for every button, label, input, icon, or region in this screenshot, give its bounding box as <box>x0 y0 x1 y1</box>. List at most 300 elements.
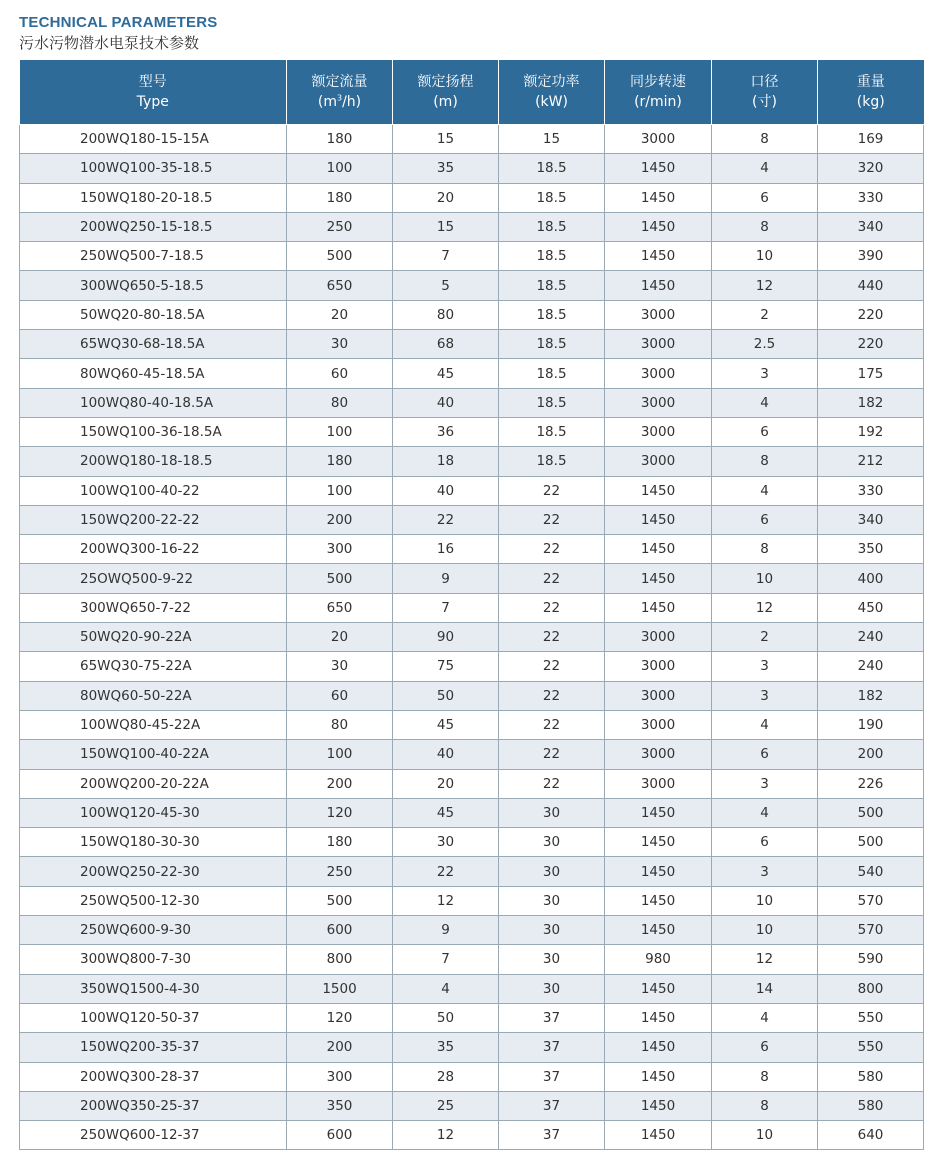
cell-head: 4 <box>393 974 499 1003</box>
cell-model: 50WQ20-90-22A <box>20 623 287 652</box>
cell-model: 50WQ20-80-18.5A <box>20 300 287 329</box>
table-row <box>20 798 924 827</box>
cell-speed: 3000 <box>605 125 712 154</box>
cell-head: 90 <box>393 623 499 652</box>
cell-speed: 1450 <box>605 1033 712 1062</box>
cell-model: 200WQ300-16-22 <box>20 535 287 564</box>
cell-model: 300WQ800-7-30 <box>20 945 287 974</box>
cell-speed: 3000 <box>605 447 712 476</box>
cell-power: 22 <box>499 652 605 681</box>
column-header-label: 额定扬程 <box>417 74 474 90</box>
cell-head: 45 <box>393 359 499 388</box>
unit-part: /h) <box>342 94 362 110</box>
cell-weight: 212 <box>818 447 924 476</box>
cell-model: 150WQ200-22-22 <box>20 505 287 534</box>
cell-speed: 1450 <box>605 886 712 915</box>
cell-power: 30 <box>499 857 605 886</box>
cell-power: 18.5 <box>499 242 605 271</box>
cell-weight: 500 <box>818 798 924 827</box>
cell-diameter: 10 <box>712 1121 818 1150</box>
cell-model: 100WQ80-40-18.5A <box>20 388 287 417</box>
cell-power: 18.5 <box>499 330 605 359</box>
cell-model: 65WQ30-75-22A <box>20 652 287 681</box>
cell-model: 250WQ600-9-30 <box>20 916 287 945</box>
cell-model: 150WQ180-20-18.5 <box>20 183 287 212</box>
cell-diameter: 3 <box>712 857 818 886</box>
cell-head: 35 <box>393 1033 499 1062</box>
cell-weight: 175 <box>818 359 924 388</box>
cell-power: 15 <box>499 125 605 154</box>
cell-speed: 3000 <box>605 330 712 359</box>
cell-speed: 1450 <box>605 505 712 534</box>
cell-diameter: 2 <box>712 623 818 652</box>
column-header-head <box>393 60 499 125</box>
cell-speed: 3000 <box>605 359 712 388</box>
cell-flow: 30 <box>287 330 393 359</box>
column-header-label: 型号 <box>138 74 167 90</box>
cell-weight: 400 <box>818 564 924 593</box>
table-row <box>20 652 924 681</box>
cell-power: 18.5 <box>499 359 605 388</box>
cell-diameter: 14 <box>712 974 818 1003</box>
cell-weight: 240 <box>818 623 924 652</box>
table-row <box>20 300 924 329</box>
column-header-speed <box>605 60 712 125</box>
table-row <box>20 916 924 945</box>
cell-flow: 120 <box>287 1003 393 1032</box>
cell-speed: 1450 <box>605 476 712 505</box>
cell-speed: 980 <box>605 945 712 974</box>
cell-weight: 320 <box>818 154 924 183</box>
cell-weight: 182 <box>818 388 924 417</box>
cell-flow: 500 <box>287 564 393 593</box>
cell-power: 18.5 <box>499 388 605 417</box>
cell-model: 250WQ500-12-30 <box>20 886 287 915</box>
unit-part: (m <box>317 94 337 110</box>
cell-power: 37 <box>499 1091 605 1120</box>
cell-flow: 200 <box>287 1033 393 1062</box>
section-title-cn: 污水污物潜水电泵技术参数 <box>19 34 200 52</box>
cell-head: 35 <box>393 154 499 183</box>
cell-weight: 500 <box>818 828 924 857</box>
cell-power: 18.5 <box>499 183 605 212</box>
table-row <box>20 388 924 417</box>
table-row <box>20 447 924 476</box>
cell-weight: 350 <box>818 535 924 564</box>
cell-weight: 570 <box>818 916 924 945</box>
cell-speed: 1450 <box>605 564 712 593</box>
cell-head: 40 <box>393 476 499 505</box>
table-row <box>20 359 924 388</box>
cell-flow: 100 <box>287 740 393 769</box>
cell-flow: 650 <box>287 271 393 300</box>
cell-diameter: 8 <box>712 1062 818 1091</box>
technical-parameters-table <box>19 60 924 1150</box>
cell-diameter: 4 <box>712 710 818 739</box>
cell-power: 18.5 <box>499 154 605 183</box>
cell-head: 22 <box>393 857 499 886</box>
cell-power: 22 <box>499 476 605 505</box>
cell-speed: 1450 <box>605 183 712 212</box>
cell-power: 30 <box>499 916 605 945</box>
cell-flow: 100 <box>287 154 393 183</box>
cell-weight: 390 <box>818 242 924 271</box>
cell-power: 30 <box>499 886 605 915</box>
cell-diameter: 6 <box>712 505 818 534</box>
table-row <box>20 740 924 769</box>
table-row <box>20 710 924 739</box>
cell-power: 22 <box>499 740 605 769</box>
cell-weight: 340 <box>818 212 924 241</box>
column-header-unit: (m) <box>433 94 458 110</box>
cell-model: 80WQ60-50-22A <box>20 681 287 710</box>
cell-speed: 1450 <box>605 1091 712 1120</box>
cell-diameter: 8 <box>712 535 818 564</box>
table-body <box>20 125 924 1150</box>
table-row <box>20 330 924 359</box>
cell-speed: 3000 <box>605 623 712 652</box>
cell-diameter: 4 <box>712 476 818 505</box>
cell-speed: 1450 <box>605 916 712 945</box>
cell-diameter: 6 <box>712 1033 818 1062</box>
cell-head: 25 <box>393 1091 499 1120</box>
table-row <box>20 271 924 300</box>
cell-diameter: 6 <box>712 828 818 857</box>
cell-model: 200WQ200-20-22A <box>20 769 287 798</box>
cell-model: 65WQ30-68-18.5A <box>20 330 287 359</box>
cell-diameter: 12 <box>712 945 818 974</box>
table-row <box>20 593 924 622</box>
cell-weight: 340 <box>818 505 924 534</box>
cell-diameter: 2.5 <box>712 330 818 359</box>
cell-power: 37 <box>499 1062 605 1091</box>
column-header-unit: (kW) <box>535 94 568 110</box>
column-header-sublabel: Type <box>136 94 169 110</box>
cell-weight: 220 <box>818 330 924 359</box>
cell-head: 12 <box>393 1121 499 1150</box>
cell-model: 100WQ100-40-22 <box>20 476 287 505</box>
cell-speed: 1450 <box>605 242 712 271</box>
cell-speed: 3000 <box>605 769 712 798</box>
cell-diameter: 6 <box>712 417 818 446</box>
cell-diameter: 3 <box>712 681 818 710</box>
cell-weight: 240 <box>818 652 924 681</box>
cell-power: 30 <box>499 945 605 974</box>
cell-head: 75 <box>393 652 499 681</box>
cell-diameter: 10 <box>712 916 818 945</box>
cell-speed: 3000 <box>605 740 712 769</box>
cell-head: 9 <box>393 916 499 945</box>
cell-weight: 550 <box>818 1003 924 1032</box>
cell-weight: 220 <box>818 300 924 329</box>
cell-head: 50 <box>393 681 499 710</box>
cell-weight: 580 <box>818 1062 924 1091</box>
cell-weight: 550 <box>818 1033 924 1062</box>
cell-weight: 570 <box>818 886 924 915</box>
cell-power: 22 <box>499 505 605 534</box>
cell-diameter: 10 <box>712 242 818 271</box>
cell-flow: 100 <box>287 476 393 505</box>
cell-flow: 180 <box>287 828 393 857</box>
cell-head: 30 <box>393 828 499 857</box>
cell-weight: 800 <box>818 974 924 1003</box>
cell-model: 250WQ500-7-18.5 <box>20 242 287 271</box>
cell-model: 80WQ60-45-18.5A <box>20 359 287 388</box>
cell-speed: 1450 <box>605 974 712 1003</box>
cell-head: 15 <box>393 125 499 154</box>
cell-speed: 1450 <box>605 535 712 564</box>
table-row <box>20 1033 924 1062</box>
cell-head: 45 <box>393 710 499 739</box>
cell-flow: 650 <box>287 593 393 622</box>
cell-weight: 580 <box>818 1091 924 1120</box>
table-row <box>20 1003 924 1032</box>
cell-power: 18.5 <box>499 212 605 241</box>
column-header-type <box>20 60 287 125</box>
cell-weight: 182 <box>818 681 924 710</box>
cell-weight: 540 <box>818 857 924 886</box>
table-row <box>20 1121 924 1150</box>
cell-flow: 180 <box>287 125 393 154</box>
cell-diameter: 10 <box>712 564 818 593</box>
cell-flow: 800 <box>287 945 393 974</box>
cell-head: 16 <box>393 535 499 564</box>
cell-diameter: 10 <box>712 886 818 915</box>
cell-model: 100WQ80-45-22A <box>20 710 287 739</box>
cell-model: 200WQ250-15-18.5 <box>20 212 287 241</box>
cell-diameter: 3 <box>712 769 818 798</box>
cell-model: 150WQ100-40-22A <box>20 740 287 769</box>
table-row <box>20 886 924 915</box>
cell-head: 15 <box>393 212 499 241</box>
cell-flow: 200 <box>287 505 393 534</box>
cell-speed: 3000 <box>605 652 712 681</box>
column-header-label: 口径 <box>750 74 779 90</box>
table-row <box>20 154 924 183</box>
cell-diameter: 8 <box>712 1091 818 1120</box>
cell-power: 30 <box>499 828 605 857</box>
cell-power: 22 <box>499 564 605 593</box>
cell-flow: 60 <box>287 359 393 388</box>
cell-speed: 1450 <box>605 798 712 827</box>
cell-head: 68 <box>393 330 499 359</box>
cell-speed: 3000 <box>605 681 712 710</box>
cell-diameter: 3 <box>712 652 818 681</box>
cell-power: 18.5 <box>499 271 605 300</box>
table-row <box>20 857 924 886</box>
cell-weight: 590 <box>818 945 924 974</box>
table-row <box>20 183 924 212</box>
table-row <box>20 681 924 710</box>
cell-speed: 3000 <box>605 417 712 446</box>
table-row <box>20 417 924 446</box>
table-row <box>20 212 924 241</box>
column-header-diameter <box>712 60 818 125</box>
cell-speed: 1450 <box>605 857 712 886</box>
cell-model: 150WQ200-35-37 <box>20 1033 287 1062</box>
cell-diameter: 8 <box>712 447 818 476</box>
table-row <box>20 535 924 564</box>
cell-head: 20 <box>393 769 499 798</box>
cell-speed: 1450 <box>605 828 712 857</box>
cell-flow: 200 <box>287 769 393 798</box>
table-row <box>20 945 924 974</box>
cell-model: 25OWQ500-9-22 <box>20 564 287 593</box>
cell-model: 200WQ180-15-15A <box>20 125 287 154</box>
cell-diameter: 12 <box>712 271 818 300</box>
cell-flow: 20 <box>287 623 393 652</box>
column-header-label: 同步转速 <box>630 74 686 90</box>
table-row <box>20 623 924 652</box>
cell-speed: 1450 <box>605 212 712 241</box>
cell-power: 18.5 <box>499 300 605 329</box>
cell-head: 28 <box>393 1062 499 1091</box>
cell-flow: 250 <box>287 212 393 241</box>
cell-weight: 330 <box>818 476 924 505</box>
cell-diameter: 8 <box>712 125 818 154</box>
cell-flow: 80 <box>287 710 393 739</box>
cell-head: 40 <box>393 388 499 417</box>
cell-head: 12 <box>393 886 499 915</box>
cell-speed: 1450 <box>605 1062 712 1091</box>
cell-weight: 440 <box>818 271 924 300</box>
table-row <box>20 769 924 798</box>
cell-diameter: 12 <box>712 593 818 622</box>
cell-diameter: 3 <box>712 359 818 388</box>
cell-speed: 1450 <box>605 1121 712 1150</box>
cell-flow: 1500 <box>287 974 393 1003</box>
column-header-flow <box>287 60 393 125</box>
cell-power: 22 <box>499 710 605 739</box>
table-row <box>20 1062 924 1091</box>
cell-model: 150WQ100-36-18.5A <box>20 417 287 446</box>
cell-power: 22 <box>499 535 605 564</box>
cell-speed: 3000 <box>605 710 712 739</box>
cell-weight: 226 <box>818 769 924 798</box>
table-row <box>20 505 924 534</box>
cell-flow: 80 <box>287 388 393 417</box>
cell-diameter: 8 <box>712 212 818 241</box>
cell-weight: 450 <box>818 593 924 622</box>
cell-speed: 1450 <box>605 271 712 300</box>
cell-flow: 600 <box>287 916 393 945</box>
cell-speed: 3000 <box>605 300 712 329</box>
cell-flow: 300 <box>287 1062 393 1091</box>
cell-model: 200WQ180-18-18.5 <box>20 447 287 476</box>
cell-model: 200WQ250-22-30 <box>20 857 287 886</box>
cell-model: 300WQ650-5-18.5 <box>20 271 287 300</box>
cell-model: 100WQ120-45-30 <box>20 798 287 827</box>
cell-head: 40 <box>393 740 499 769</box>
table-row <box>20 564 924 593</box>
cell-speed: 1450 <box>605 593 712 622</box>
column-header-unit: (寸) <box>752 94 777 110</box>
cell-flow: 180 <box>287 447 393 476</box>
table-row <box>20 125 924 154</box>
cell-diameter: 4 <box>712 1003 818 1032</box>
cell-power: 30 <box>499 798 605 827</box>
cell-flow: 30 <box>287 652 393 681</box>
column-header-label: 重量 <box>856 74 885 90</box>
cell-power: 22 <box>499 681 605 710</box>
table-row <box>20 476 924 505</box>
cell-model: 250WQ600-12-37 <box>20 1121 287 1150</box>
cell-diameter: 4 <box>712 388 818 417</box>
table-row <box>20 828 924 857</box>
cell-flow: 500 <box>287 886 393 915</box>
cell-flow: 350 <box>287 1091 393 1120</box>
cell-head: 7 <box>393 242 499 271</box>
cell-weight: 640 <box>818 1121 924 1150</box>
cell-model: 100WQ100-35-18.5 <box>20 154 287 183</box>
unit-superscript: 3 <box>336 93 343 103</box>
cell-head: 7 <box>393 945 499 974</box>
cell-flow: 250 <box>287 857 393 886</box>
cell-weight: 169 <box>818 125 924 154</box>
cell-model: 300WQ650-7-22 <box>20 593 287 622</box>
cell-flow: 300 <box>287 535 393 564</box>
table-row <box>20 1091 924 1120</box>
cell-diameter: 6 <box>712 183 818 212</box>
cell-flow: 180 <box>287 183 393 212</box>
cell-head: 22 <box>393 505 499 534</box>
cell-flow: 600 <box>287 1121 393 1150</box>
cell-weight: 200 <box>818 740 924 769</box>
cell-flow: 100 <box>287 417 393 446</box>
column-header-power <box>499 60 605 125</box>
cell-diameter: 6 <box>712 740 818 769</box>
cell-power: 22 <box>499 623 605 652</box>
cell-power: 37 <box>499 1121 605 1150</box>
cell-flow: 500 <box>287 242 393 271</box>
cell-power: 37 <box>499 1003 605 1032</box>
cell-head: 18 <box>393 447 499 476</box>
column-header-label: 额定功率 <box>523 74 580 90</box>
column-header-weight <box>818 60 924 125</box>
cell-head: 45 <box>393 798 499 827</box>
table-row <box>20 242 924 271</box>
cell-flow: 120 <box>287 798 393 827</box>
cell-flow: 60 <box>287 681 393 710</box>
table-header-row <box>20 60 924 125</box>
cell-weight: 190 <box>818 710 924 739</box>
column-header-unit: (r/min) <box>634 94 682 110</box>
cell-power: 22 <box>499 593 605 622</box>
cell-head: 7 <box>393 593 499 622</box>
cell-head: 5 <box>393 271 499 300</box>
cell-flow: 20 <box>287 300 393 329</box>
cell-diameter: 4 <box>712 798 818 827</box>
column-header-unit <box>287 92 392 112</box>
cell-model: 200WQ300-28-37 <box>20 1062 287 1091</box>
cell-model: 350WQ1500-4-30 <box>20 974 287 1003</box>
cell-power: 30 <box>499 974 605 1003</box>
cell-head: 50 <box>393 1003 499 1032</box>
cell-diameter: 2 <box>712 300 818 329</box>
section-title-en: TECHNICAL PARAMETERS <box>19 14 218 31</box>
table-row <box>20 974 924 1003</box>
cell-model: 150WQ180-30-30 <box>20 828 287 857</box>
cell-weight: 330 <box>818 183 924 212</box>
cell-model: 100WQ120-50-37 <box>20 1003 287 1032</box>
cell-head: 9 <box>393 564 499 593</box>
cell-weight: 192 <box>818 417 924 446</box>
cell-head: 36 <box>393 417 499 446</box>
column-header-label: 额定流量 <box>311 74 368 90</box>
cell-head: 80 <box>393 300 499 329</box>
cell-model: 200WQ350-25-37 <box>20 1091 287 1120</box>
cell-head: 20 <box>393 183 499 212</box>
